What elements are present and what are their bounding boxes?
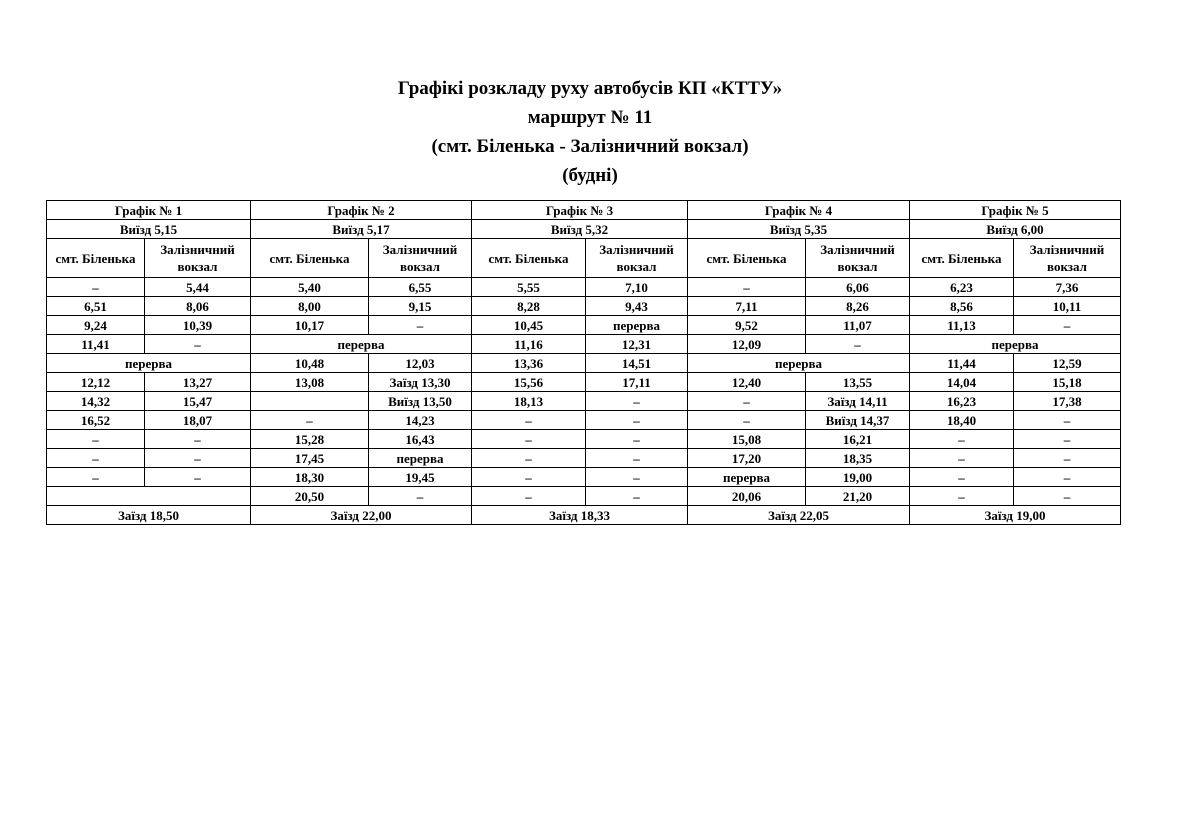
table-row [47,335,1121,354]
time-cell: – [688,411,806,430]
time-cell: 7,36 [1014,278,1121,297]
time-cell: – [472,411,586,430]
time-cell: 14,04 [910,373,1014,392]
time-cell: 15,28 [251,430,369,449]
time-cell: 12,40 [688,373,806,392]
break-cell: перерва [369,449,472,468]
break-cell: перерва [910,335,1121,354]
time-cell: 16,52 [47,411,145,430]
departure-note-cell: Виїзд 14,37 [806,411,910,430]
column-header-row [47,239,1121,278]
time-cell: 11,07 [806,316,910,335]
time-cell: 12,03 [369,354,472,373]
time-cell: – [910,430,1014,449]
time-cell: – [47,468,145,487]
column-header-station: Залізничний вокзал [1014,239,1121,278]
time-cell: 20,50 [251,487,369,506]
column-header-station: Залізничний вокзал [369,239,472,278]
time-cell: – [472,468,586,487]
time-cell: – [910,487,1014,506]
time-cell: 8,00 [251,297,369,316]
time-cell: 13,55 [806,373,910,392]
column-header-bilenka: смт. Біленька [910,239,1014,278]
time-cell: 8,56 [910,297,1014,316]
time-cell: 17,45 [251,449,369,468]
time-cell: – [586,487,688,506]
time-cell: 21,20 [806,487,910,506]
time-cell: – [586,468,688,487]
time-cell: – [910,468,1014,487]
time-cell: – [586,392,688,411]
route-endpoints: (смт. Біленька - Залізничний вокзал) [431,136,749,157]
time-cell: 11,13 [910,316,1014,335]
time-cell: 5,44 [145,278,251,297]
time-cell: 18,30 [251,468,369,487]
time-cell: 15,08 [688,430,806,449]
table-row [47,354,1121,373]
time-cell: – [910,449,1014,468]
time-cell: 17,11 [586,373,688,392]
column-header-station: Залізничний вокзал [145,239,251,278]
break-cell: перерва [586,316,688,335]
time-cell: 15,47 [145,392,251,411]
time-cell: 9,43 [586,297,688,316]
time-cell: – [1014,487,1121,506]
time-cell: – [688,278,806,297]
time-cell: 10,39 [145,316,251,335]
time-cell: 16,43 [369,430,472,449]
time-cell: 19,45 [369,468,472,487]
departure-time: Виїзд 5,17 [251,220,472,239]
time-cell: 17,38 [1014,392,1121,411]
time-cell: 10,45 [472,316,586,335]
departure-time: Виїзд 6,00 [910,220,1121,239]
route-number: маршрут № 11 [527,107,653,128]
time-cell: 18,13 [472,392,586,411]
time-cell: – [1014,316,1121,335]
time-cell: 6,23 [910,278,1014,297]
time-cell: – [1014,468,1121,487]
time-cell: 14,51 [586,354,688,373]
departure-row [47,220,1121,239]
schedule-name: Графік № 4 [688,201,910,220]
table-row [47,468,1121,487]
time-cell: 15,56 [472,373,586,392]
time-cell: – [1014,411,1121,430]
table-row [47,373,1121,392]
departure-time: Виїзд 5,15 [47,220,251,239]
time-cell: 6,51 [47,297,145,316]
time-cell: – [369,316,472,335]
schedule-name: Графік № 1 [47,201,251,220]
table-row [47,430,1121,449]
time-cell: 18,40 [910,411,1014,430]
time-cell: 6,06 [806,278,910,297]
time-cell: 12,59 [1014,354,1121,373]
table-row [47,316,1121,335]
table-row [47,278,1121,297]
document-title: Графікі розкладу руху автобусів КП «КТТУ» [397,78,783,99]
table-row [47,449,1121,468]
time-cell: 8,28 [472,297,586,316]
time-cell: 11,16 [472,335,586,354]
time-cell: 10,48 [251,354,369,373]
time-cell: 13,36 [472,354,586,373]
time-cell: 9,52 [688,316,806,335]
time-cell: 11,41 [47,335,145,354]
time-cell: – [47,449,145,468]
time-cell: – [472,449,586,468]
time-cell: 15,18 [1014,373,1121,392]
column-header-bilenka: смт. Біленька [47,239,145,278]
return-note-cell: Заїзд 14,11 [806,392,910,411]
document-title-block [0,74,1180,190]
time-cell: 10,17 [251,316,369,335]
time-cell: – [586,430,688,449]
table-row [47,487,1121,506]
time-cell: – [472,430,586,449]
column-header-station: Залізничний вокзал [806,239,910,278]
schedule-name: Графік № 5 [910,201,1121,220]
column-header-bilenka: смт. Біленька [688,239,806,278]
arrival-time: Заїзд 19,00 [910,506,1121,525]
time-cell: – [472,487,586,506]
time-cell: 16,23 [910,392,1014,411]
time-cell: – [251,411,369,430]
time-cell [47,487,251,506]
time-cell: 9,24 [47,316,145,335]
schedule-name: Графік № 2 [251,201,472,220]
time-cell: 13,08 [251,373,369,392]
time-cell: 10,11 [1014,297,1121,316]
departure-time: Виїзд 5,35 [688,220,910,239]
time-cell: – [369,487,472,506]
time-cell [251,392,369,411]
time-cell: 7,11 [688,297,806,316]
arrival-time: Заїзд 22,00 [251,506,472,525]
break-cell: перерва [688,354,910,373]
return-note-cell: Заїзд 13,30 [369,373,472,392]
time-cell: 8,06 [145,297,251,316]
time-cell: – [145,449,251,468]
time-cell: 12,12 [47,373,145,392]
time-cell: – [586,449,688,468]
break-cell: перерва [47,354,251,373]
time-cell: 5,40 [251,278,369,297]
time-cell: 19,00 [806,468,910,487]
arrival-time: Заїзд 18,33 [472,506,688,525]
column-header-bilenka: смт. Біленька [251,239,369,278]
time-cell: – [586,411,688,430]
time-cell: 8,26 [806,297,910,316]
time-cell: 16,21 [806,430,910,449]
time-cell: 18,35 [806,449,910,468]
time-cell: – [145,430,251,449]
schedule-name: Графік № 3 [472,201,688,220]
time-cell: 20,06 [688,487,806,506]
time-cell: – [1014,449,1121,468]
table-row [47,297,1121,316]
time-cell: 11,44 [910,354,1014,373]
time-cell: – [1014,430,1121,449]
time-cell: 17,20 [688,449,806,468]
time-cell: – [145,468,251,487]
break-cell: перерва [251,335,472,354]
arrival-time: Заїзд 22,05 [688,506,910,525]
arrival-row [47,506,1121,525]
column-header-bilenka: смт. Біленька [472,239,586,278]
time-cell: 9,15 [369,297,472,316]
departure-note-cell: Виїзд 13,50 [369,392,472,411]
time-cell: 12,31 [586,335,688,354]
departure-time: Виїзд 5,32 [472,220,688,239]
time-cell: 7,10 [586,278,688,297]
time-cell: – [47,430,145,449]
time-cell: 6,55 [369,278,472,297]
time-cell: 12,09 [688,335,806,354]
arrival-time: Заїзд 18,50 [47,506,251,525]
table-row [47,411,1121,430]
time-cell: 13,27 [145,373,251,392]
break-cell: перерва [688,468,806,487]
day-type: (будні) [562,165,618,186]
time-cell: 5,55 [472,278,586,297]
time-cell: 14,23 [369,411,472,430]
time-cell: – [47,278,145,297]
time-cell: – [688,392,806,411]
time-cell: 14,32 [47,392,145,411]
time-cell: 18,07 [145,411,251,430]
schedule-table [46,200,1121,525]
time-cell: – [806,335,910,354]
time-cell: – [145,335,251,354]
column-header-station: Залізничний вокзал [586,239,688,278]
schedule-names-row [47,201,1121,220]
table-row [47,392,1121,411]
